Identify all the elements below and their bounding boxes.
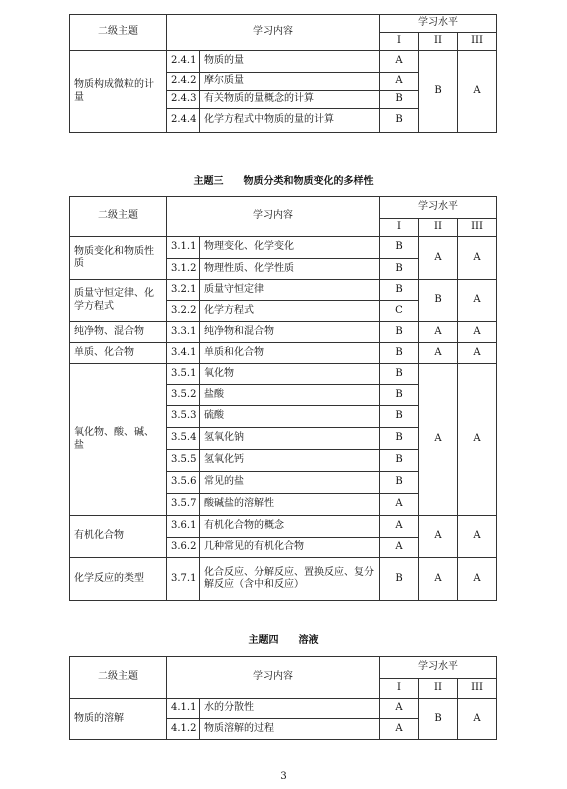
level-1-value: B	[380, 109, 419, 133]
topic-cell: 物质变化和物质性质	[70, 237, 167, 280]
header-level-2: II	[419, 219, 458, 237]
header-content: 学习内容	[167, 15, 380, 51]
item-number: 3.5.2	[167, 385, 200, 406]
level-1-value: A	[380, 719, 419, 740]
item-content: 物理变化、化学变化	[200, 237, 380, 259]
header-level-3: III	[458, 33, 497, 51]
level-3-value: A	[458, 322, 497, 343]
item-number: 3.5.5	[167, 450, 200, 472]
level-1-value: B	[380, 237, 419, 259]
header-level: 学习水平	[380, 657, 497, 679]
level-2-value: A	[419, 516, 458, 558]
table-row	[70, 237, 497, 259]
level-1-value: A	[380, 538, 419, 558]
item-content: 几种常见的有机化合物	[200, 538, 380, 558]
level-1-value: A	[380, 73, 419, 91]
table-row	[70, 699, 497, 719]
table-row	[70, 364, 497, 385]
level-1-value: B	[380, 406, 419, 428]
header-level-2: II	[419, 679, 458, 699]
level-2-value: B	[419, 699, 458, 740]
header-level-2: II	[419, 33, 458, 51]
level-3-value: A	[458, 237, 497, 280]
item-number: 3.7.1	[167, 558, 200, 601]
topic-cell: 物质的溶解	[70, 699, 167, 740]
level-1-value: B	[380, 280, 419, 301]
item-content: 化学方程式	[200, 301, 380, 322]
table-2-4	[69, 14, 497, 133]
item-number: 4.1.1	[167, 699, 200, 719]
item-content: 有关物质的量概念的计算	[200, 91, 380, 109]
item-content: 酸碱盐的溶解性	[200, 494, 380, 516]
item-content: 纯净物和混合物	[200, 322, 380, 343]
item-content: 硫酸	[200, 406, 380, 428]
topic-cell: 氧化物、酸、碱、盐	[70, 364, 167, 516]
level-1-value: B	[380, 91, 419, 109]
header-level: 学习水平	[380, 15, 497, 33]
level-3-value: A	[458, 51, 497, 133]
header-content: 学习内容	[167, 197, 380, 237]
level-1-value: A	[380, 494, 419, 516]
topic-cell: 有机化合物	[70, 516, 167, 558]
item-content: 物质的量	[200, 51, 380, 73]
table-row	[70, 558, 497, 601]
item-number: 3.4.1	[167, 343, 200, 364]
topic-cell: 单质、化合物	[70, 343, 167, 364]
header-topic: 二级主题	[70, 15, 167, 51]
item-content: 氢氧化钙	[200, 450, 380, 472]
item-number: 3.5.6	[167, 472, 200, 494]
item-number: 2.4.4	[167, 109, 200, 133]
item-content: 氧化物	[200, 364, 380, 385]
item-number: 3.5.3	[167, 406, 200, 428]
item-content: 单质和化合物	[200, 343, 380, 364]
item-content: 常见的盐	[200, 472, 380, 494]
level-1-value: B	[380, 343, 419, 364]
item-content: 物质溶解的过程	[200, 719, 380, 740]
level-2-value: A	[419, 343, 458, 364]
level-2-value: A	[419, 322, 458, 343]
item-number: 3.6.2	[167, 538, 200, 558]
level-1-value: A	[380, 516, 419, 538]
level-1-value: A	[380, 699, 419, 719]
level-2-value: A	[419, 237, 458, 280]
level-1-value: B	[380, 558, 419, 601]
table-3	[69, 196, 497, 601]
level-1-value: C	[380, 301, 419, 322]
topic-cell: 化学反应的类型	[70, 558, 167, 601]
item-number: 3.1.2	[167, 259, 200, 280]
item-content: 氢氧化钠	[200, 428, 380, 450]
header-level: 学习水平	[380, 197, 497, 219]
level-1-value: B	[380, 450, 419, 472]
table-row	[70, 343, 497, 364]
topic-cell: 质量守恒定律、化学方程式	[70, 280, 167, 322]
level-3-value: A	[458, 343, 497, 364]
item-number: 3.5.4	[167, 428, 200, 450]
page-number: 3	[280, 771, 287, 782]
level-3-value: A	[458, 558, 497, 601]
level-1-value: B	[380, 385, 419, 406]
item-number: 3.6.1	[167, 516, 200, 538]
level-2-value: A	[419, 558, 458, 601]
item-number: 3.2.1	[167, 280, 200, 301]
level-1-value: B	[380, 472, 419, 494]
header-level-3: III	[458, 219, 497, 237]
level-3-value: A	[458, 516, 497, 558]
level-1-value: A	[380, 51, 419, 73]
item-number: 3.5.1	[167, 364, 200, 385]
table-row	[70, 322, 497, 343]
item-content: 化合反应、分解反应、置换反应、复分解反应（含中和反应）	[200, 558, 380, 601]
topic-cell: 物质构成微粒的计量	[70, 51, 167, 133]
table-row	[70, 51, 497, 73]
header-level-1: I	[380, 679, 419, 699]
level-3-value: A	[458, 364, 497, 516]
item-content: 有机化合物的概念	[200, 516, 380, 538]
section-heading-topic-3: 主题三 物质分类和物质变化的多样性	[193, 176, 374, 187]
header-level-1: I	[380, 219, 419, 237]
item-number: 2.4.2	[167, 73, 200, 91]
item-number: 3.5.7	[167, 494, 200, 516]
header-level-3: III	[458, 679, 497, 699]
item-number: 4.1.2	[167, 719, 200, 740]
item-number: 3.3.1	[167, 322, 200, 343]
item-number: 3.2.2	[167, 301, 200, 322]
item-content: 物理性质、化学性质	[200, 259, 380, 280]
section-heading-topic-4: 主题四 溶液	[248, 635, 319, 646]
level-3-value: A	[458, 699, 497, 740]
item-number: 3.1.1	[167, 237, 200, 259]
header-topic: 二级主题	[70, 197, 167, 237]
item-content: 水的分散性	[200, 699, 380, 719]
level-2-value: B	[419, 51, 458, 133]
header-level-1: I	[380, 33, 419, 51]
item-number: 2.4.1	[167, 51, 200, 73]
level-1-value: B	[380, 259, 419, 280]
level-2-value: B	[419, 280, 458, 322]
item-content: 摩尔质量	[200, 73, 380, 91]
level-1-value: B	[380, 364, 419, 385]
level-1-value: B	[380, 322, 419, 343]
item-content: 化学方程式中物质的量的计算	[200, 109, 380, 133]
table-row	[70, 280, 497, 301]
level-1-value: B	[380, 428, 419, 450]
table-row	[70, 516, 497, 538]
item-number: 2.4.3	[167, 91, 200, 109]
level-3-value: A	[458, 280, 497, 322]
topic-cell: 纯净物、混合物	[70, 322, 167, 343]
header-content: 学习内容	[167, 657, 380, 699]
level-2-value: A	[419, 364, 458, 516]
header-topic: 二级主题	[70, 657, 167, 699]
item-content: 质量守恒定律	[200, 280, 380, 301]
table-4	[69, 656, 497, 740]
item-content: 盐酸	[200, 385, 380, 406]
